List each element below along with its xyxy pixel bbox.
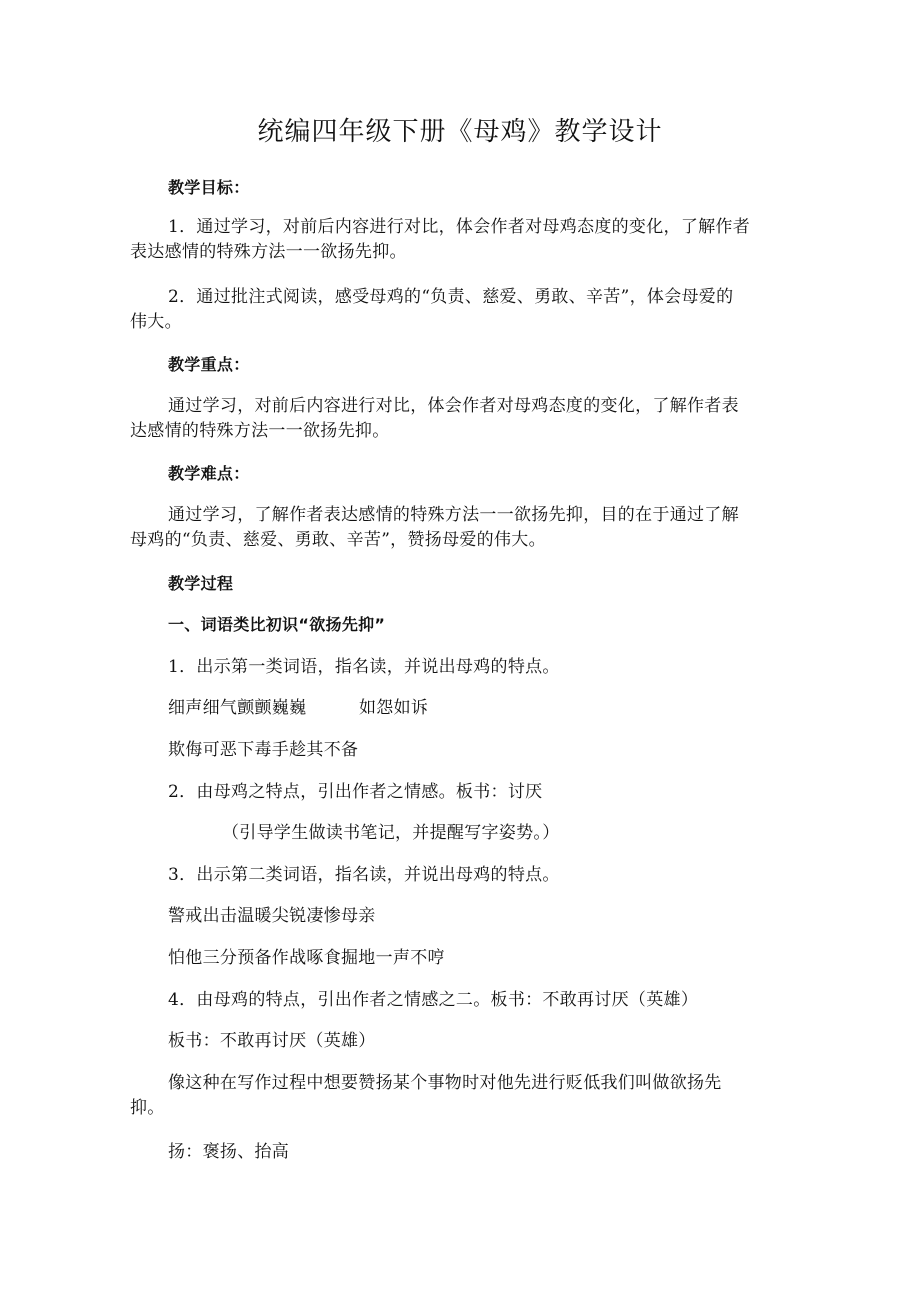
objective-2-line-1: 2．通过批注式阅读，感受母鸡的“负责、慈爱、勇敢、辛苦”，体会母爱的 [168, 287, 734, 307]
objective-2-line-2: 伟大。 [130, 312, 182, 332]
difficulties-heading: 教学难点： [168, 464, 250, 483]
word-group-2b: 怕他三分预备作战啄食掘地一声不哼 [168, 948, 445, 968]
objective-1-line-1: 1．通过学习，对前后内容进行对比，体会作者对母鸡态度的变化，了解作者 [168, 217, 751, 237]
process-heading: 教学过程 [168, 574, 234, 593]
step-2: 2．由母鸡之特点，引出作者之情感。板书：讨厌 [168, 782, 543, 802]
explanation-line-1: 像这种在写作过程中想要赞扬某个事物时对他先进行贬低我们叫做欲扬先 [168, 1073, 722, 1093]
objectives-heading: 教学目标： [168, 178, 250, 197]
key-points-line-2: 达感情的特殊方法一一欲扬先抑。 [130, 421, 390, 441]
step-1: 1．出示第一类词语，指名读，并说出母鸡的特点。 [168, 657, 560, 677]
step-4: 4．由母鸡的特点，引出作者之情感之二。板书：不敢再讨厌（英雄） [168, 990, 699, 1010]
yang-definition: 扬：褒扬、抬高 [168, 1142, 290, 1162]
key-points-heading: 教学重点： [168, 355, 250, 374]
writing-note: （引导学生做读书笔记，并提醒写字姿势。） [222, 823, 560, 843]
objective-1-line-2: 表达感情的特殊方法一一欲扬先抑。 [130, 242, 407, 262]
word-group-1a: 细声细气颤颤巍巍 [168, 698, 307, 718]
difficulties-line-1: 通过学习，了解作者表达感情的特殊方法一一欲扬先抑，目的在于通过了解 [168, 505, 739, 525]
word-group-2a: 警戒出击温暖尖锐凄惨母亲 [168, 906, 376, 926]
step-3: 3．出示第二类词语，指名读，并说出母鸡的特点。 [168, 865, 560, 885]
board-writing: 板书：不敢再讨厌（英雄） [168, 1031, 376, 1051]
page-title: 统编四年级下册《母鸡》教学设计 [257, 117, 663, 147]
explanation-line-2: 抑。 [130, 1098, 165, 1118]
difficulties-line-2: 母鸡的“负责、慈爱、勇敢、辛苦”，赞扬母爱的伟大。 [130, 530, 546, 550]
word-group-1c: 欺侮可恶下毒手趁其不备 [168, 740, 359, 760]
key-points-line-1: 通过学习，对前后内容进行对比，体会作者对母鸡态度的变化，了解作者表 [168, 396, 739, 416]
section-1-heading: 一、词语类比初识“欲扬先抑” [168, 615, 386, 634]
word-group-1b: 如怨如诉 [359, 698, 429, 718]
